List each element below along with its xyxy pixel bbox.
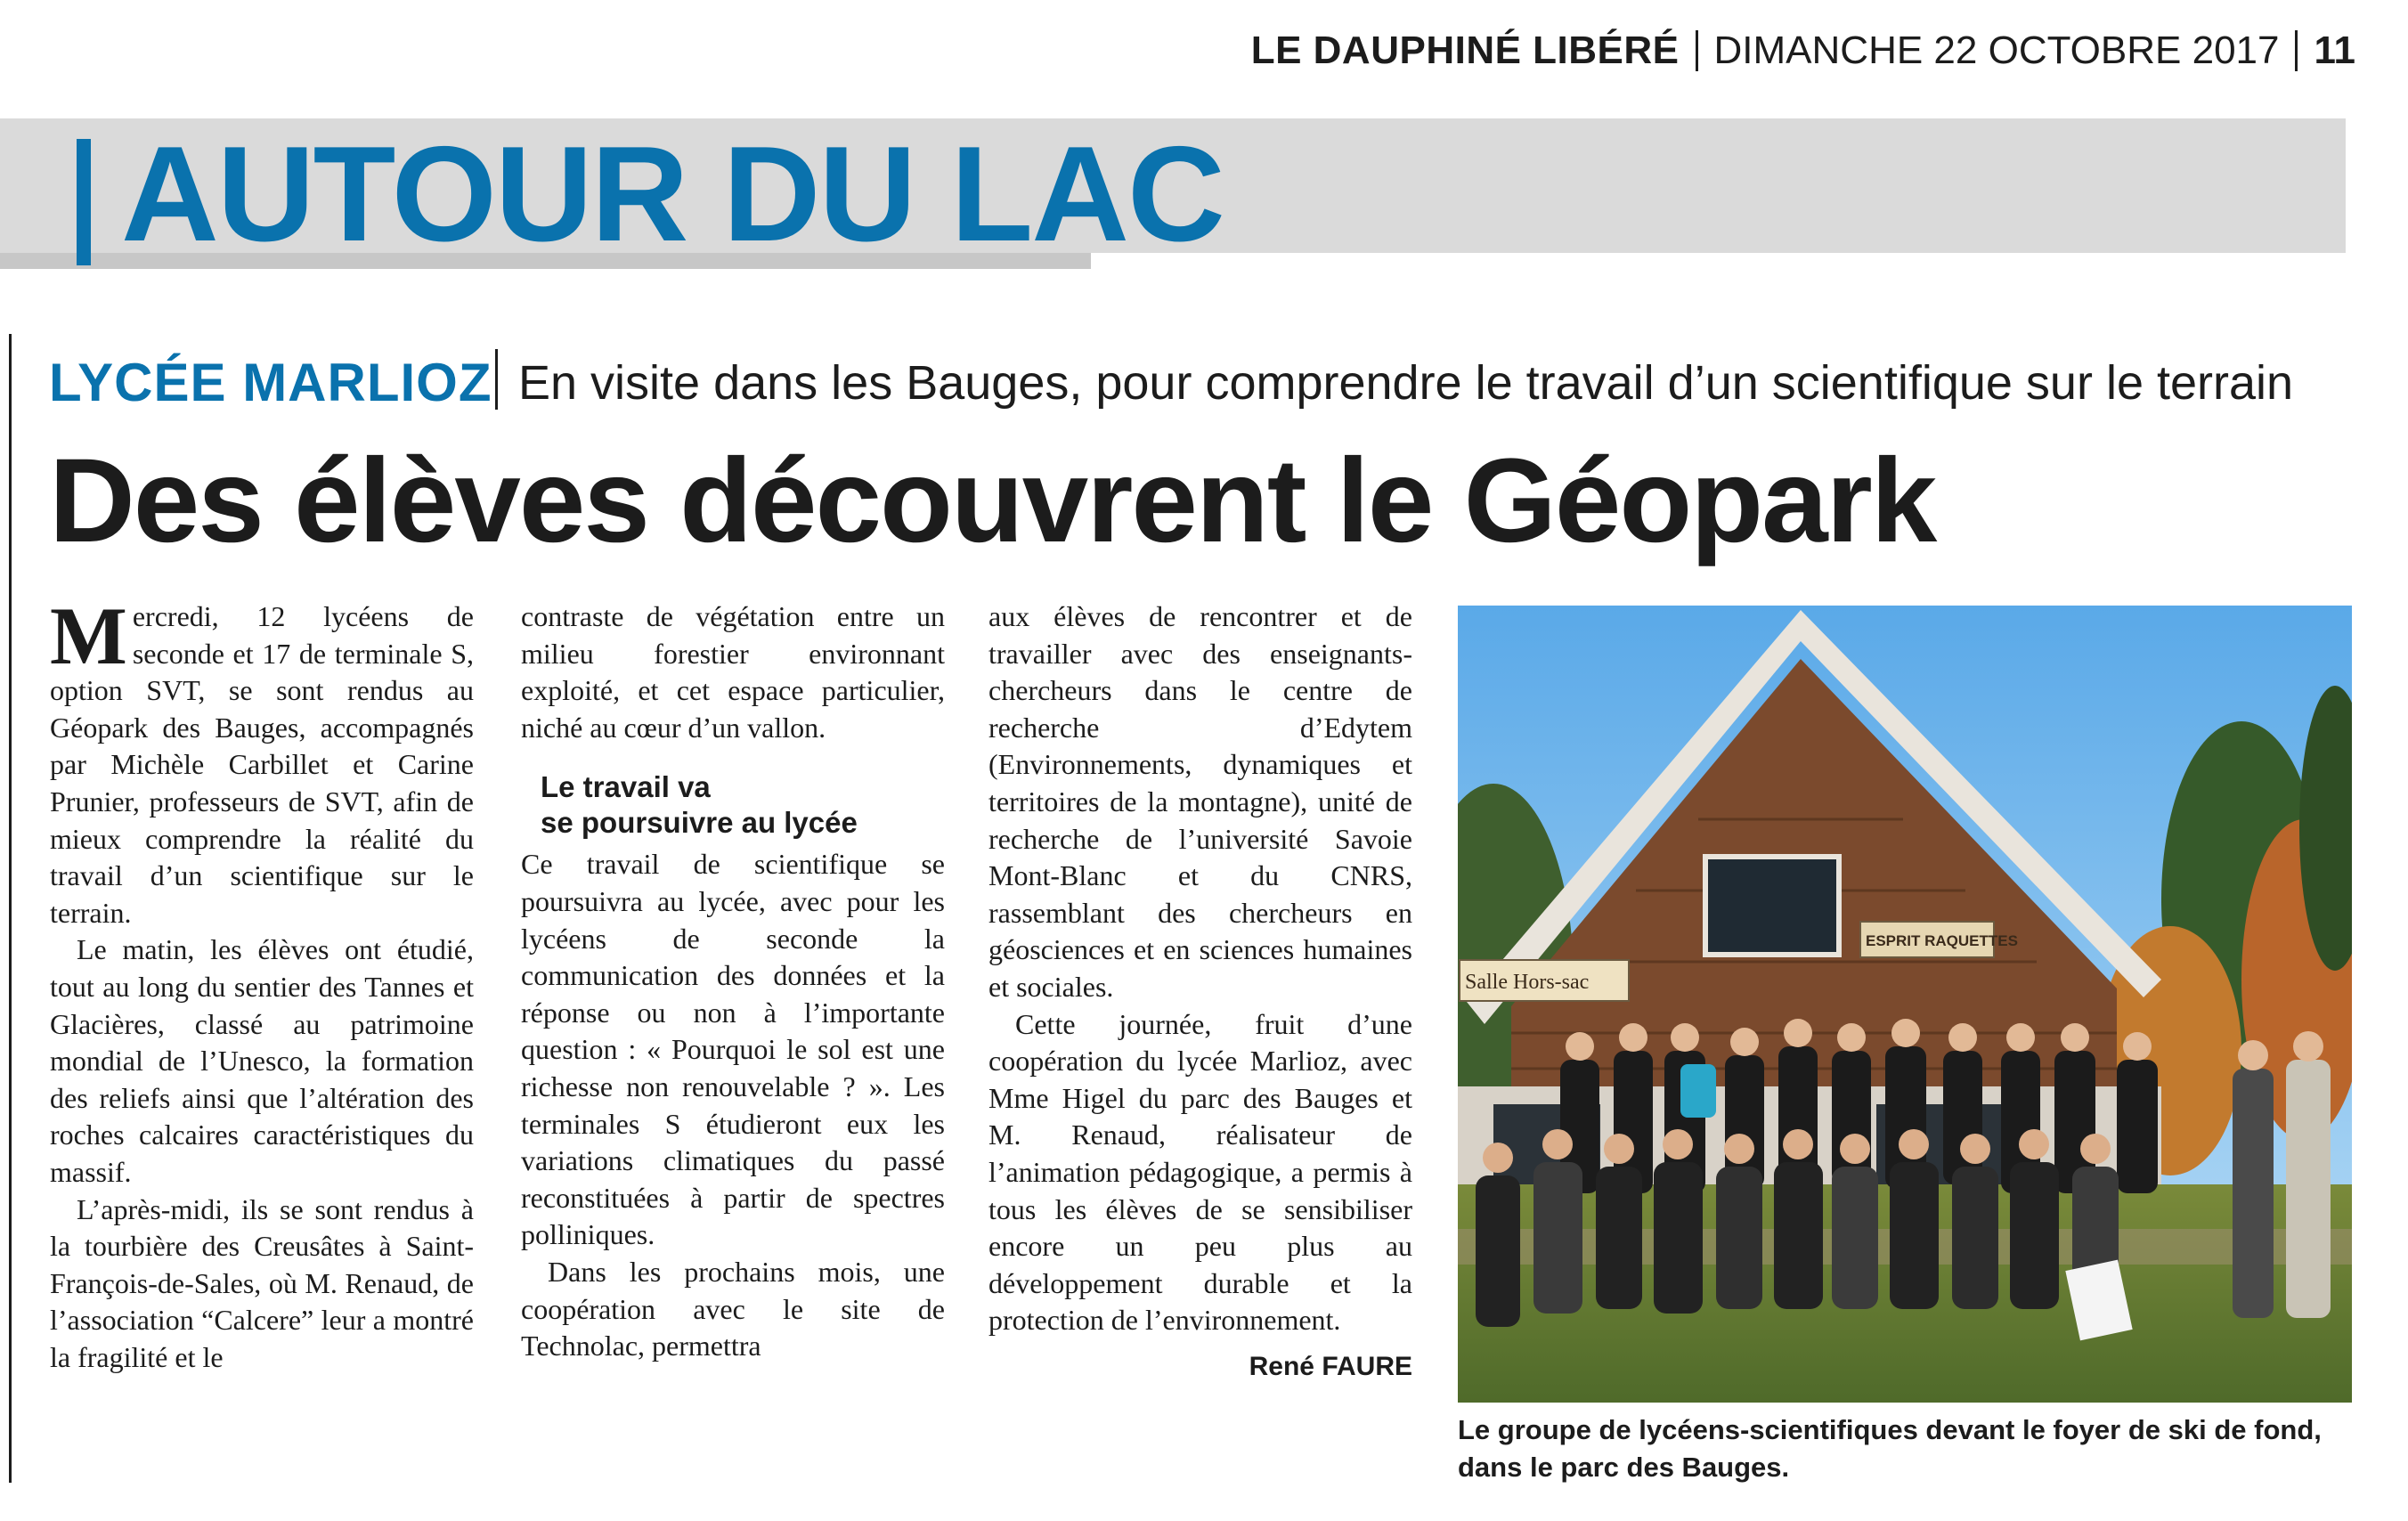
paragraph: L’après-midi, ils se sont rendus à la tourbière des Creusâtes à Saint-François-de-Sales, où M. Renaud, de l’association “Calcere” leur a montré la fragilité et le (50, 1192, 474, 1373)
article-kicker: LYCÉE MARLIOZ (49, 353, 492, 412)
article-photo (1458, 606, 2352, 1403)
article-headline: Des élèves découvrent le Géopark (49, 435, 1936, 567)
photo-caption: Le groupe de lycéens-scientifiques devant le foyer de ski de fond, dans le parc des Bauges. (1458, 1414, 2322, 1483)
paragraph-text: ercredi, 12 lycéens de seconde et 17 de terminale S, option SVT, se sont rendus au Géopark des Bauges, accompagnés par Michèle Carbillet et Carine Prunier, professeurs de SVT, afin de mieux comprendre la réalité du travail d’un scientifique sur le terrain. (50, 600, 474, 929)
photo-illustration (1458, 606, 2352, 1403)
paragraph: contraste de végétation entre un milieu forestier environnant exploité, et cet espace particulier, niché au cœur d’un vallon. (521, 600, 945, 744)
rubric-bar (77, 139, 91, 265)
drop-cap: M (50, 590, 127, 681)
chalet-sign-left: Salle Hors-sac (1465, 971, 1590, 994)
article-left-rule (9, 334, 12, 1483)
masthead (1069, 20, 2355, 82)
masthead-separator (1696, 30, 1698, 71)
subhead-line: Le travail va (541, 770, 711, 804)
paragraph: Le matin, les élèves ont étudié, tout au long du sentier des Tannes et Glacières, classé au patrimoine mondial de l’Unesco, la formation des reliefs ainsi que l’altération des roches calcaires caractéristiques du massif. (50, 933, 474, 1188)
article-deck: En visite dans les Bauges, pour comprendre le travail d’un scientifique sur le terrain (518, 356, 2294, 410)
article-column-3 (988, 598, 1412, 1385)
paragraph: aux élèves de rencontrer et de travailler avec des enseignants-chercheurs dans le centre de recherche d’Edytem (Environnements, dynamiques et territoires de la montagne), unité de recherche de l’université Savoie Mont-Blanc et du CNRS, rassemblant des chercheurs en géosciences et en sciences humaines et sociales. (988, 600, 1412, 1003)
page-number: 11 (2314, 28, 2355, 72)
paragraph: Ce travail de scientifique se poursuivra au lycée, avec pour les lycéens de seconde la communication des données et la réponse ou non à l’importante question : « Pourquoi le sol est une richesse non renouvelable ? ». Les terminales S étudieront eux les variations climatiques du passé reconstituées à partir de spectres polliniques. (521, 848, 945, 1251)
masthead-separator (2295, 30, 2298, 71)
article-column-2 (521, 598, 945, 1365)
newspaper-name: LE DAUPHINÉ LIBÉRÉ (1250, 28, 1680, 72)
paragraph: Cette journée, fruit d’une coopération du lycée Marlioz, avec Mme Higel du parc des Bauges et M. Renaud, réalisateur de l’animation pédagogique, a permis à tous les élèves de se sensibiliser encore un peu plus au développement durable et la protection de l’environnement. (988, 1007, 1412, 1337)
section-rubric: AUTOUR DU LAC (121, 118, 1224, 270)
paragraph: Dans les prochains mois, une coopération avec le site de Technolac, permettra (521, 1255, 945, 1362)
kicker-separator (495, 349, 498, 410)
paragraph (50, 590, 474, 931)
article-subhead (541, 769, 945, 841)
byline: René FAURE (1249, 1351, 1412, 1381)
issue-date: DIMANCHE 22 OCTOBRE 2017 (1713, 28, 2280, 72)
subhead-line: se poursuivre au lycée (541, 806, 858, 840)
article-column-1 (50, 590, 474, 1376)
chalet-sign-right: ESPRIT RAQUETTES (1866, 932, 2018, 949)
